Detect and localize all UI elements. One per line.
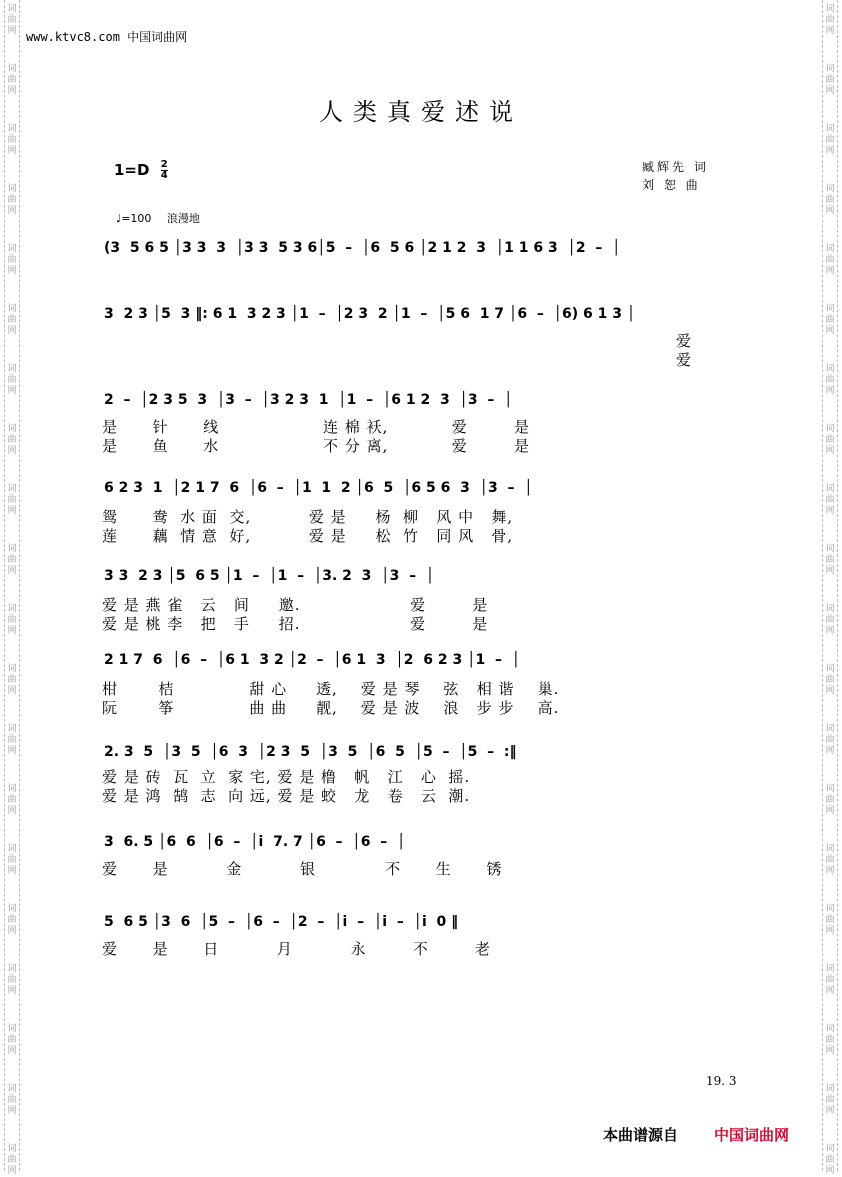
- lyric-line: 柑 桔 甜 心 透, 爱 是 琴 弦 相 谐 巢.: [102, 680, 560, 698]
- lyric-line: 爱 是 燕 雀 云 间 邀. 爱 是: [102, 596, 489, 614]
- notation-line: 3 2 3 │5 3 ‖: 6 1 3 2 3 │1 – │2 3 2 │1 – │5 6 1 7 │6 – │6) 6 1 3 │: [104, 306, 636, 322]
- time-numerator: 2: [160, 159, 168, 170]
- left-side-watermark: 词 曲 网: [7, 1144, 17, 1176]
- source-prefix: 本曲谱源自: [603, 1126, 679, 1144]
- right-side-watermark: 词 曲 网: [825, 424, 835, 456]
- notation-line: 2. 3 5 │3 5 │6 3 │2 3 5 │3 5 │6 5 │5 – │5 – :‖: [104, 744, 517, 760]
- time-signature: [161, 160, 168, 181]
- tempo-marking: [116, 210, 200, 226]
- notation-line: (3 5 6 5 │3 3 3 │3 3 5 3 6│5 – │6 5 6 │2 1 2 3 │1 1 6 3 │2 – │: [104, 240, 621, 256]
- notation-line: 5 6 5 │3 6 │5 – │6 – │2 – │i – │i – │i 0 ‖: [104, 914, 459, 930]
- left-side-watermark: 词 曲 网: [7, 184, 17, 216]
- notation-line: 2 – │2 3 5 3 │3 – │3 2 3 1 │1 – │6 1 2 3 │3 – │: [104, 392, 513, 408]
- left-side-watermark: 词 曲 网: [7, 124, 17, 156]
- lyric-line: 爱 是 桃 李 把 手 招. 爱 是: [102, 615, 489, 633]
- right-side-watermark: 词 曲 网: [825, 64, 835, 96]
- right-side-watermark: 词 曲 网: [825, 124, 835, 156]
- right-side-watermark: 词 曲 网: [825, 184, 835, 216]
- song-title: 人类真爱述说: [319, 98, 523, 126]
- right-side-watermark: 词 曲 网: [825, 604, 835, 636]
- notation-line: 6 2 3 1 │2 1 7 6 │6 – │1 1 2 │6 5 │6 5 6 3 │3 – │: [104, 480, 533, 496]
- lyric-line: 爱 是 金 银 不 生 锈: [102, 860, 503, 878]
- lyric-line: 阮 筝 曲 曲 靓, 爱 是 波 浪 步 步 高.: [102, 699, 560, 717]
- lyric-line: 爱: [676, 351, 693, 369]
- left-side-watermark: 词 曲 网: [7, 904, 17, 936]
- composer-credit: 刘 恕 曲: [642, 178, 701, 192]
- right-side-watermark: 词 曲 网: [825, 664, 835, 696]
- right-side-watermark: 词 曲 网: [825, 484, 835, 516]
- left-side-watermark: 词 曲 网: [7, 64, 17, 96]
- left-side-watermark: 词 曲 网: [7, 844, 17, 876]
- lyric-line: 爱 是 鸿 鹄 志 向 远, 爱 是 蛟 龙 卷 云 潮.: [102, 787, 471, 805]
- lyricist-credit: 臧辉先 词: [642, 160, 709, 174]
- notation-line: 2 1 7 6 │6 – │6 1 3 2 │2 – │6 1 3 │2 6 2 3 │1 – │: [104, 652, 521, 668]
- left-side-watermark: 词 曲 网: [7, 604, 17, 636]
- right-side-watermark: 词 曲 网: [825, 784, 835, 816]
- right-side-watermark: 词 曲 网: [825, 1024, 835, 1056]
- right-side-watermark: 词 曲 网: [825, 964, 835, 996]
- left-side-watermark: 词 曲 网: [7, 364, 17, 396]
- right-side-watermark: 词 曲 网: [825, 304, 835, 336]
- right-side-watermark: 词 曲 网: [825, 844, 835, 876]
- notation-line: 3 6. 5 │6 6 │6 – │i 7. 7 │6 – │6 – │: [104, 834, 406, 850]
- page-number: 19. 3: [706, 1074, 737, 1088]
- left-side-watermark: 词 曲 网: [7, 544, 17, 576]
- left-side-watermark: 词 曲 网: [7, 1024, 17, 1056]
- left-side-watermark: 词 曲 网: [7, 304, 17, 336]
- right-side-watermark: 词 曲 网: [825, 724, 835, 756]
- time-denominator: 4: [160, 170, 168, 181]
- lyric-line: 是 鱼 水 不 分 离, 爱 是: [102, 437, 530, 455]
- left-side-watermark: 词 曲 网: [7, 664, 17, 696]
- right-side-watermark: 词 曲 网: [825, 1144, 835, 1176]
- left-side-watermark: 词 曲 网: [7, 1084, 17, 1116]
- right-side-watermark: 词 曲 网: [825, 1084, 835, 1116]
- tempo-value: ♩=100: [116, 212, 152, 225]
- left-side-watermark: 词 曲 网: [7, 4, 17, 36]
- key-signature: [114, 160, 168, 181]
- lyric-line: 爱 是 日 月 永 不 老: [102, 940, 491, 958]
- lyric-line: 是 针 线 连 棉 袄, 爱 是: [102, 418, 530, 436]
- left-side-watermark: 词 曲 网: [7, 244, 17, 276]
- left-side-watermark: 词 曲 网: [7, 964, 17, 996]
- right-side-watermark: 词 曲 网: [825, 244, 835, 276]
- lyric-line: 爱 是 砖 瓦 立 家 宅, 爱 是 橹 帆 江 心 摇.: [102, 768, 471, 786]
- key-label: 1=D: [114, 161, 150, 179]
- notation-line: 3 3 2 3 │5 6 5 │1 – │1 – │3. 2 3 │3 – │: [104, 568, 435, 584]
- left-side-watermark: 词 曲 网: [7, 424, 17, 456]
- left-side-watermark: 词 曲 网: [7, 784, 17, 816]
- left-side-watermark: 词 曲 网: [7, 484, 17, 516]
- lyric-line: 爱: [676, 332, 693, 350]
- right-side-watermark: 词 曲 网: [825, 364, 835, 396]
- site-watermark: www.ktvc8.com 中国词曲网: [26, 30, 188, 44]
- right-side-watermark: 词 曲 网: [825, 544, 835, 576]
- left-side-watermark: 词 曲 网: [7, 724, 17, 756]
- expression-marking: 浪漫地: [166, 212, 200, 225]
- right-side-watermark: 词 曲 网: [825, 4, 835, 36]
- source-brand: 中国词曲网: [714, 1126, 790, 1144]
- lyric-line: 莲 藕 情 意 好, 爱 是 松 竹 同 风 骨,: [102, 527, 514, 545]
- right-side-watermark: 词 曲 网: [825, 904, 835, 936]
- lyric-line: 鸳 鸯 水 面 交, 爱 是 杨 柳 风 中 舞,: [102, 508, 514, 526]
